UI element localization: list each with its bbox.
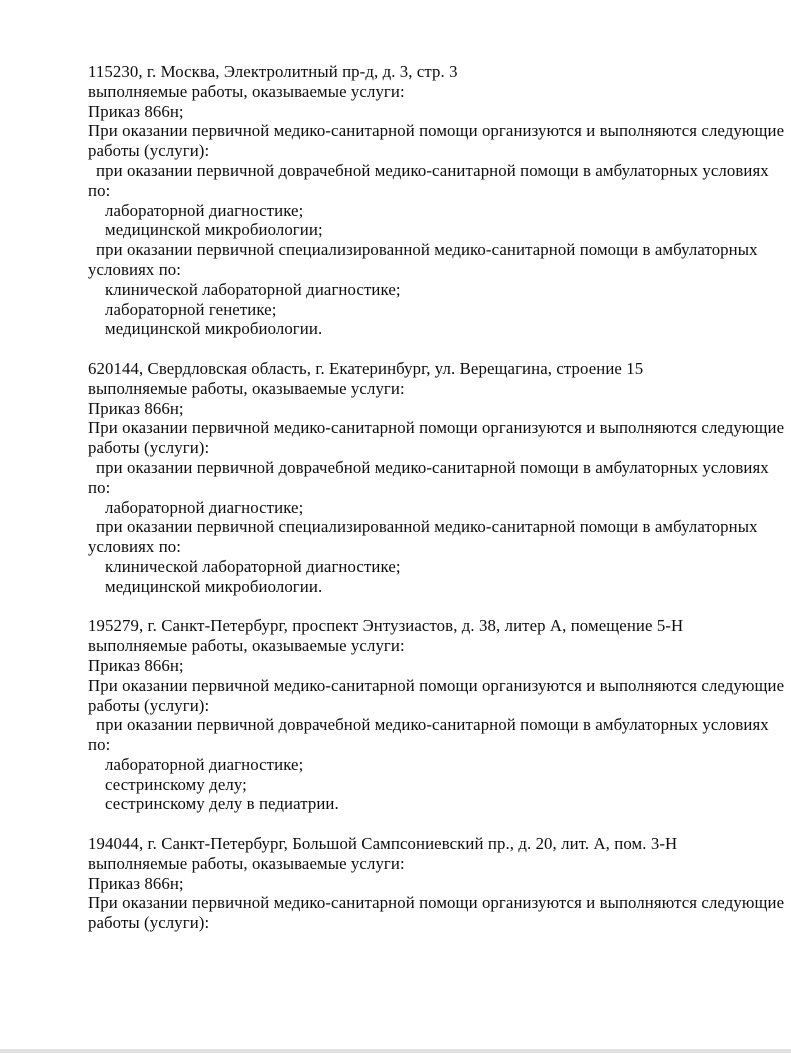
text-line: При оказании первичной медико-санитарной помощи организуются и выполняются следующие	[88, 121, 785, 141]
text-line: Приказ 866н;	[88, 873, 184, 893]
text-line: при оказании первичной доврачебной медико-санитарной помощи в амбулаторных условиях	[96, 457, 769, 477]
text-line: при оказании первичной специализированной медико-санитарной помощи в амбулаторных	[96, 240, 758, 260]
text-line: условиях по:	[88, 537, 182, 557]
text-line: При оказании первичной медико-санитарной помощи организуются и выполняются следующие	[88, 418, 785, 438]
address-block	[88, 834, 785, 933]
text-line: лабораторной диагностике;	[105, 754, 304, 774]
text-line: лабораторной диагностике;	[105, 497, 304, 517]
text-line: по:	[88, 735, 111, 755]
text-line: по:	[88, 180, 111, 200]
bottom-edge-bar	[0, 1049, 791, 1053]
text-line: медицинской микробиологии;	[105, 220, 323, 240]
text-line: выполняемые работы, оказываемые услуги:	[88, 853, 405, 873]
address-line: 194044, г. Санкт-Петербург, Большой Сампсониевский пр., д. 20, лит. А, пом. 3-Н	[88, 834, 678, 854]
license-addresses-text	[88, 62, 785, 933]
text-line: клинической лабораторной диагностике;	[105, 556, 401, 576]
text-line: работы (услуги):	[88, 141, 210, 161]
address-line: 115230, г. Москва, Электролитный пр-д, д. 3, стр. 3	[88, 62, 458, 81]
text-line: по:	[88, 477, 111, 497]
address-block	[88, 358, 785, 597]
text-line: лабораторной диагностике;	[105, 200, 304, 220]
address-line: 620144, Свердловская область, г. Екатеринбург, ул. Верещагина, строение 15	[88, 358, 644, 378]
text-line: при оказании первичной специализированной медико-санитарной помощи в амбулаторных	[96, 517, 758, 537]
text-line: лабораторной генетике;	[105, 299, 277, 319]
text-line: при оказании первичной доврачебной медико-санитарной помощи в амбулаторных условиях	[96, 160, 769, 180]
text-line: условиях по:	[88, 259, 182, 279]
address-block	[88, 62, 785, 339]
text-line: выполняемые работы, оказываемые услуги:	[88, 636, 405, 656]
text-line: Приказ 866н;	[88, 398, 184, 418]
text-line: клинической лабораторной диагностике;	[105, 279, 401, 299]
text-line: При оказании первичной медико-санитарной помощи организуются и выполняются следующие	[88, 675, 785, 695]
text-line: медицинской микробиологии.	[105, 576, 323, 596]
address-block	[88, 616, 785, 814]
address-line: 195279, г. Санкт-Петербург, проспект Энтузиастов, д. 38, литер А, помещение 5-Н	[88, 616, 684, 636]
text-line: работы (услуги):	[88, 695, 210, 715]
text-line: сестринскому делу;	[105, 774, 247, 794]
text-line: выполняемые работы, оказываемые услуги:	[88, 378, 405, 398]
text-line: Приказ 866н;	[88, 101, 184, 121]
text-line: При оказании первичной медико-санитарной помощи организуются и выполняются следующие	[88, 893, 785, 913]
text-line: Приказ 866н;	[88, 655, 184, 675]
text-line: медицинской микробиологии.	[105, 319, 323, 339]
text-line: выполняемые работы, оказываемые услуги:	[88, 81, 405, 101]
text-line: при оказании первичной доврачебной медико-санитарной помощи в амбулаторных условиях	[96, 715, 769, 735]
text-line: работы (услуги):	[88, 438, 210, 458]
text-line: работы (услуги):	[88, 913, 210, 933]
text-line: сестринскому делу в педиатрии.	[105, 794, 339, 814]
